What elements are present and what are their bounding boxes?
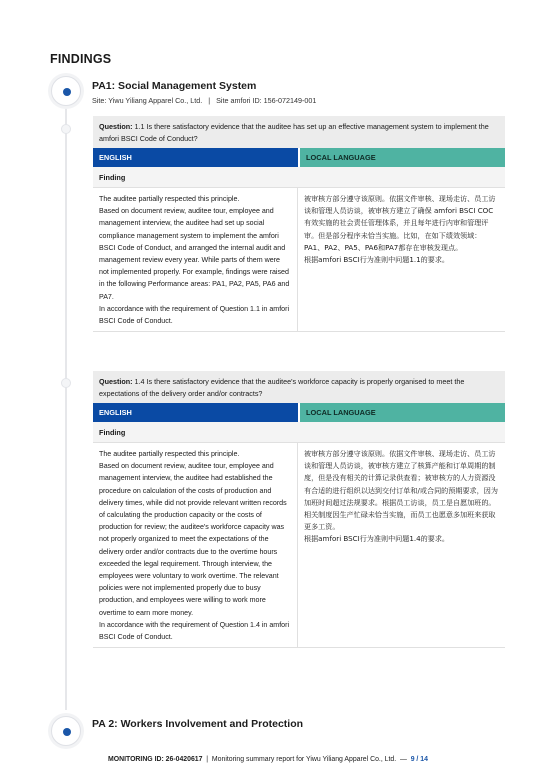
language-header-row (93, 403, 505, 422)
question-label: Question: (99, 377, 133, 386)
site-info: Site: Yiwu Yiliang Apparel Co., Ltd. | Site amfori ID: 156-072149-001 (92, 96, 317, 105)
english-finding (93, 188, 298, 331)
findings-heading: FINDINGS (50, 52, 112, 66)
question-text: 1.4 Is there satisfactory evidence that the auditee's workforce capacity is properly organised to meet the expectations of the delivery order and/or contracts? (99, 377, 465, 398)
section-marker-icon (51, 716, 81, 746)
local-paragraph: 被审核方部分遵守该原则。依据文件审核、现场走访、员工访谈和管理人员访谈，被审核方建立了确保 amfori BSCI COC有效实施的社会责任管理体系，并且每年进行内审和管理评审。但是部分程序未恰当实施。比如，在如下绩效领域：PA1、PA2、PA5、PA6和PA7都存在审核发现点。 (304, 194, 496, 252)
local-finding (298, 443, 505, 647)
pa2-title: PA 2: Workers Involvement and Protection (92, 718, 304, 730)
footer-summary: | Monitoring summary report for Yiwu Yiliang Apparel Co., Ltd. — (202, 756, 411, 763)
pa1-title: PA1: Social Management System (92, 80, 257, 92)
question-label: Question: (99, 122, 133, 131)
english-header: ENGLISH (93, 403, 298, 422)
question-block (93, 116, 505, 332)
local-paragraph: 根据amfori BSCI行为准则中问题1.1的要求。 (304, 255, 450, 265)
english-paragraph: Based on document review, auditee tour, employee and management interview, the auditee had established the procedure on calculation of the costs of production and delivery times, while did not provide relevant written records of calculating the production capacity or the costs of production for review; the auditee's workforce capacity was not properly organized to meet the expectations of the delivery order and/or contracts due to the overtime hours exceeded the legal requirement. Through interview, the employees were voluntary to work overtime. The relevant policies were not implemented properly due to busy production, and employees were willing to work more overtime to earn more money. (99, 462, 287, 617)
english-paragraph: In accordance with the requirement of Question 1.4 in amfori BSCI Code of Conduct. (99, 620, 290, 642)
local-language-header: LOCAL LANGUAGE (298, 403, 505, 422)
english-paragraph: The auditee partially respected this principle. (99, 195, 240, 203)
question-block (93, 371, 505, 648)
finding-label: Finding (93, 422, 505, 443)
local-paragraph: 根据amfori BSCI行为准则中问题1.4的要求。 (304, 534, 450, 544)
english-header: ENGLISH (93, 148, 298, 167)
local-paragraph: 被审核方部分遵守该原则。依据文件审核、现场走访、员工访谈和管理人员访谈，被审核方建立了核算产能和订单周期的制度，但是没有相关的计算记录供查看；被审核方的人力资源没有合适的进行组织以达到交付订单和/或合同的预期要求，因为加班时间超过法规要求。根据员工访谈，员工是自愿加班的。相关制度因生产忙碌未恰当实施，而员工也愿意多加班来获取更多工资。 (304, 449, 498, 532)
finding-content-row (93, 188, 505, 332)
language-header-row (93, 148, 505, 167)
question-header (93, 371, 505, 403)
english-finding (93, 443, 298, 647)
monitoring-id: MONITORING ID: 26-0420617 (108, 756, 203, 763)
english-paragraph: Based on document review, auditee tour, employee and management interview, the auditee had set up social compliance management system to implement the amfori BSCI Code of Conduct, and arranged the internal audit and management review every year. While parts of them were not implemented properly. For example, findings were raised in the following Performance areas: PA1, PA2, PA5, PA6 and PA7. (99, 207, 290, 301)
question-text: 1.1 Is there satisfactory evidence that the auditee has set up an effective management system to implement the amfori BSCI Code of Conduct? (99, 122, 489, 143)
local-language-header: LOCAL LANGUAGE (298, 148, 505, 167)
question-marker-icon (61, 124, 71, 134)
question-header (93, 116, 505, 148)
timeline-line (65, 106, 67, 710)
english-paragraph: The auditee partially respected this principle. (99, 450, 240, 458)
page-footer (108, 756, 428, 763)
question-marker-icon (61, 378, 71, 388)
finding-label: Finding (93, 167, 505, 188)
finding-content-row (93, 443, 505, 648)
section-marker-icon (51, 76, 81, 106)
page-number: 9 / 14 (410, 756, 428, 763)
local-finding (298, 188, 505, 331)
english-paragraph: In accordance with the requirement of Question 1.1 in amfori BSCI Code of Conduct. (99, 304, 290, 326)
